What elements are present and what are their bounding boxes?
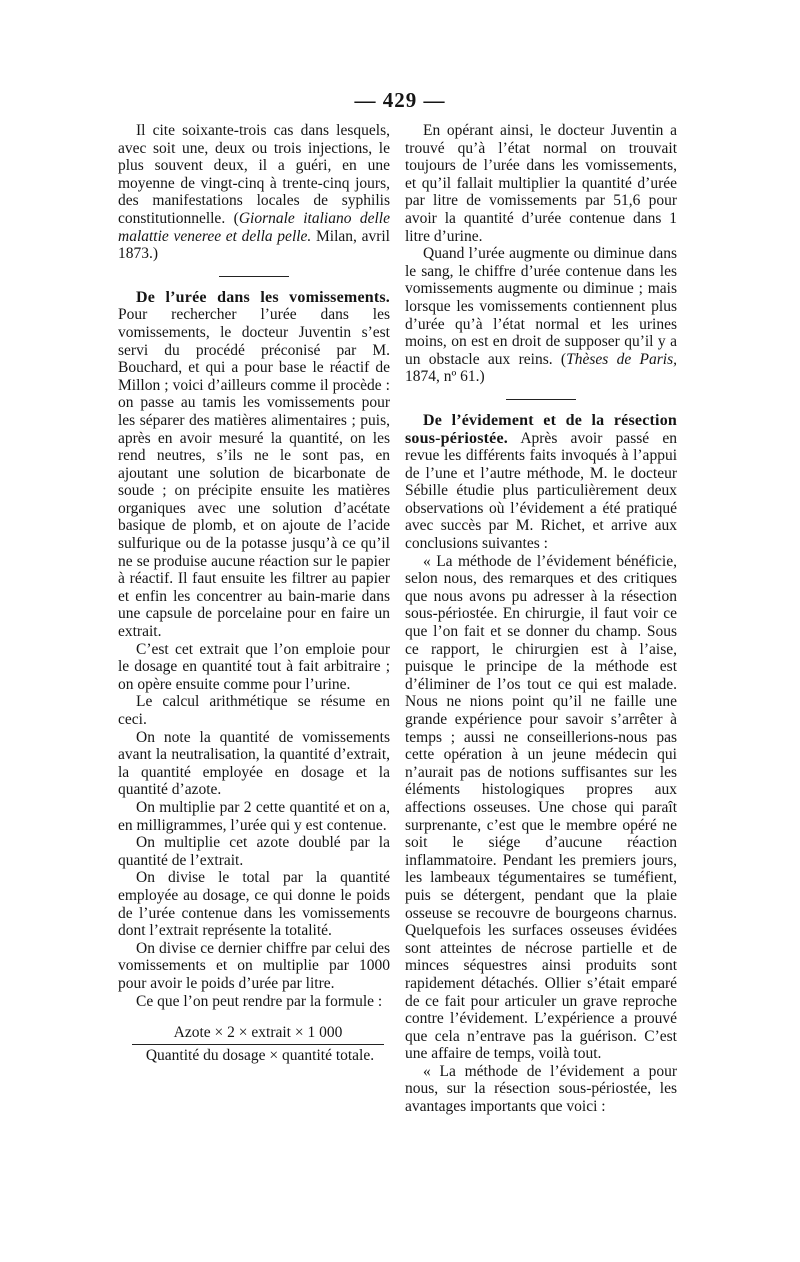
citation-rest: Milan, avril 1873.): [118, 227, 390, 263]
paragraph: [405, 412, 677, 553]
right-column: [405, 122, 677, 1116]
paragraph: Ce que l’on peut rendre par la formule :: [136, 992, 383, 1010]
paragraph: [118, 289, 390, 641]
paragraph: Le calcul arithmétique se résume en ceci.: [118, 693, 390, 728]
section-divider: [219, 276, 289, 277]
left-column: [118, 122, 390, 1064]
citation-rest: 1874, nº 61.): [405, 368, 485, 386]
paragraph: [118, 122, 390, 263]
paragraph-text: Quand l’urée augmente ou diminue dans le sang, le chiffre d’urée contenue dans les vomissements augmente ou diminue ; mais lorsque les vomissements contiennent plus d’urée qu’à l’état normal et les urines moins, on est en droit de supposer qu’il y a un obstacle aux reins.: [405, 245, 677, 368]
citation-open: (: [233, 209, 239, 227]
citation-source: Thèses de Paris,: [566, 350, 678, 368]
paragraph: On multiplie par 2 cette quantité et on a, en milligrammes, l’urée qui y est contenue.: [118, 798, 390, 834]
section-heading-evidement: De l’évidement et de la résection sous-périostée.: [405, 411, 677, 447]
citation-journal: Giornale italiano delle malattie veneree et della pelle.: [118, 209, 390, 245]
paragraph-text: Après avoir passé en revue les différents faits invoqués à l’appui de l’une et l’autre méthode, M. le docteur Sébille étudie plus particulièrement deux observations où l’évidement a été pratiqué avec succès par M. Richet, et arrive aux conclusions suivantes :: [405, 429, 677, 553]
paragraph: On multiplie cet azote doublé par la quantité de l’extrait.: [118, 834, 390, 869]
paragraph: On divise le total par la quantité employée au dosage, ce qui donne le poids de l’urée contenue dans les vomissements dont l’extrait représente la totalité.: [118, 869, 390, 940]
paragraph: On divise ce dernier chiffre par celui des vomissements et on multiplie par 1000 pour avoir le poids d’urée par litre.: [118, 939, 390, 992]
paragraph: [405, 245, 677, 386]
paragraph: En opérant ainsi, le docteur Juventin a trouvé qu’à l’état normal on trouvait toujours de l’urée dans les vomissements, et qu’il fallait multiplier la quantité d’urée par litre de vomissements par 51,6 pour avoir la quantité d’urée contenue dans 1 litre d’urine.: [405, 122, 677, 245]
paragraph-text: Il cite soixante-trois cas dans lesquels, avec soit une, deux ou trois injections, le plus souvent deux, il a guéri, en une moyenne de vingt-cinq à trente-cinq jours, des manifestations locales de syphilis constitutionnelle.: [118, 122, 390, 227]
formula-numerator: Azote × 2 × extrait × 1 000: [132, 1024, 384, 1045]
citation-open: (: [552, 350, 567, 368]
paragraph-text: Pour rechercher l’urée dans les vomissements, le docteur Juventin s’est servi du procédé préconisé par M. Bouchard, et qui a pour base le réactif de Millon ; voici d’ailleurs comme il procède : on passe au tamis les vomissements pour les séparer des matières alimentaires ; puis, après en avoir mesuré la quantité, on les rend neutres, s’ils ne le sont pas, en ajoutant une solution de bicarbonate de soude ; on précipite ensuite les matières organiques avec une solution d’acétate basique de plomb, et on ajoute de l’acide sulfurique ou de la potasse jusqu’à ce qu’il ne se produise aucune réaction sur le papier à réactif. Il faut ensuite les filtrer au papier et enfin les concentrer au bain-marie dans une capsule de porcelaine pour en faire un extrait.: [118, 306, 390, 641]
section-heading-uree: De l’urée dans les vomissements.: [136, 288, 390, 306]
paragraph: « La méthode de l’évidement bénéficie, selon nous, des remarques et des critiques que nous avons pu adresser à la résection sous-périostée. En chirurgie, il faut voir ce que l’on fait et se donner du champ. Sous ce rapport, le chirurgien est à l’aise, puisque le principe de la méthode est d’éliminer de l’os tout ce qui est malade. Nous ne nions point qu’il ne faille une grande expérience pour savoir s’arrêter à temps ; aussi ne conseillerions-nous pas cette opération à un jeune médecin qui n’aurait pas de notions suffisantes sur les éléments histologiques propres aux affections osseuses. Une chose qui paraît surprenante, c’est que le membre opéré ne soit le siége d’aucune réaction inflammatoire. Pendant les premiers jours, les lambeaux tégumentaires se tuméfient, puis se détergent, pendant que la plaie osseuse se recouvre de bourgeons charnus. Quelquefois les surfaces osseuses évidées sont atteintes de nécrose partielle et de minces séquestres ainsi produits sont rapidement détachés. Ollier s’était emparé de ce fait pour articuler un grave reproche contre l’évidement. L’expérience a prouvé que cela n’entrave pas la guérison. C’est une affaire de temps, voilà tout.: [405, 552, 677, 1063]
paragraph: On note la quantité de vomissements avant la neutralisation, la quantité d’extrait, la quantité employée en dosage et la quantité d’azote.: [118, 728, 390, 799]
page-number: — 429 —: [354, 88, 446, 112]
paragraph: C’est cet extrait que l’on emploie pour le dosage en quantité tout à fait arbitraire ; on opère ensuite comme pour l’urine.: [118, 640, 390, 693]
paragraph: « La méthode de l’évidement a pour nous, sur la résection sous-périostée, les avantages importants que voici :: [405, 1062, 677, 1116]
formula-denominator: Quantité du dosage × quantité totale.: [145, 1046, 375, 1064]
section-divider: [506, 399, 576, 400]
formula: [118, 1024, 390, 1064]
